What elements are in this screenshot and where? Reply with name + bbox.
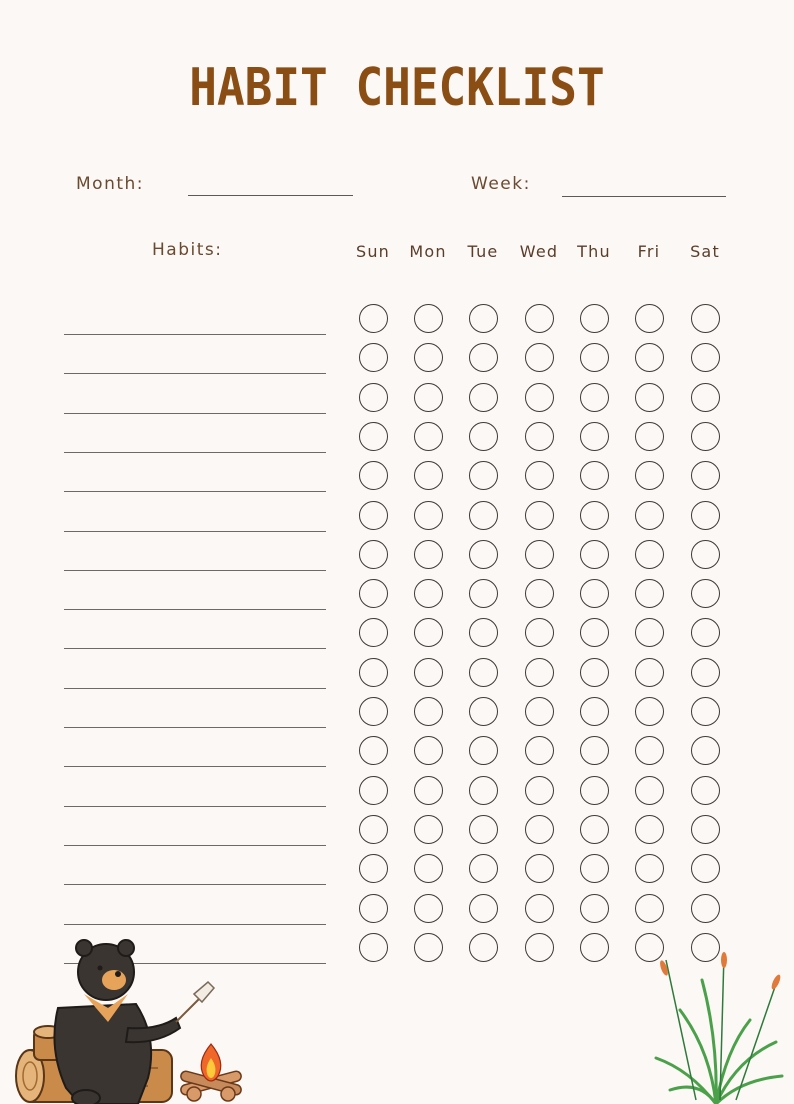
campfire-icon: [180, 1044, 242, 1101]
habit-line[interactable]: [64, 334, 326, 335]
check-circle-tue[interactable]: [469, 540, 498, 569]
check-circle-mon[interactable]: [414, 933, 443, 962]
habit-line[interactable]: [64, 570, 326, 571]
check-circle-fri[interactable]: [635, 540, 664, 569]
habit-line[interactable]: [64, 531, 326, 532]
marshmallow-stick-icon: [176, 982, 214, 1022]
habit-line[interactable]: [64, 648, 326, 649]
check-circle-mon[interactable]: [414, 540, 443, 569]
month-label: Month:: [76, 174, 145, 194]
check-circle-sat[interactable]: [691, 618, 720, 647]
check-circle-thu[interactable]: [580, 894, 609, 923]
check-circle-tue[interactable]: [469, 776, 498, 805]
check-circle-wed[interactable]: [525, 658, 554, 687]
check-circle-wed[interactable]: [525, 933, 554, 962]
check-circle-sat[interactable]: [691, 343, 720, 372]
check-circle-tue[interactable]: [469, 618, 498, 647]
check-circle-thu[interactable]: [580, 343, 609, 372]
habit-line[interactable]: [64, 924, 326, 925]
check-circle-tue[interactable]: [469, 383, 498, 412]
check-circle-thu[interactable]: [580, 540, 609, 569]
check-circle-mon[interactable]: [414, 343, 443, 372]
day-header-tue: Tue: [467, 242, 499, 261]
check-circle-wed[interactable]: [525, 618, 554, 647]
check-circle-tue[interactable]: [469, 815, 498, 844]
check-circle-sun[interactable]: [359, 540, 388, 569]
habit-line[interactable]: [64, 845, 326, 846]
check-circle-fri[interactable]: [635, 815, 664, 844]
habit-line[interactable]: [64, 727, 326, 728]
day-header-sun: Sun: [355, 242, 391, 261]
check-circle-mon[interactable]: [414, 854, 443, 883]
check-circle-thu[interactable]: [580, 383, 609, 412]
check-circle-mon[interactable]: [414, 776, 443, 805]
check-circle-thu[interactable]: [580, 422, 609, 451]
check-circle-fri[interactable]: [635, 854, 664, 883]
check-circle-mon[interactable]: [414, 736, 443, 765]
check-circle-sun[interactable]: [359, 343, 388, 372]
habit-line[interactable]: [64, 452, 326, 453]
check-circle-sun[interactable]: [359, 461, 388, 490]
check-circle-thu[interactable]: [580, 933, 609, 962]
check-circle-sun[interactable]: [359, 422, 388, 451]
check-circle-sat[interactable]: [691, 736, 720, 765]
week-label: Week:: [471, 174, 531, 194]
check-circle-fri[interactable]: [635, 422, 664, 451]
check-circle-wed[interactable]: [525, 776, 554, 805]
check-circle-sat[interactable]: [691, 461, 720, 490]
check-circle-mon[interactable]: [414, 383, 443, 412]
check-circle-thu[interactable]: [580, 776, 609, 805]
check-circle-thu[interactable]: [580, 579, 609, 608]
check-circle-mon[interactable]: [414, 658, 443, 687]
check-circle-thu[interactable]: [580, 854, 609, 883]
check-circle-sat[interactable]: [691, 422, 720, 451]
day-header-fri: Fri: [637, 242, 661, 261]
grass-illustration: [640, 950, 790, 1104]
day-header-sat: Sat: [690, 242, 720, 261]
check-circle-sat[interactable]: [691, 894, 720, 923]
check-circle-mon[interactable]: [414, 461, 443, 490]
check-circle-fri[interactable]: [635, 304, 664, 333]
check-circle-sat[interactable]: [691, 501, 720, 530]
check-circle-sat[interactable]: [691, 854, 720, 883]
check-circle-sun[interactable]: [359, 579, 388, 608]
check-circle-sun[interactable]: [359, 697, 388, 726]
check-circle-fri[interactable]: [635, 461, 664, 490]
check-circle-wed[interactable]: [525, 540, 554, 569]
check-circle-wed[interactable]: [525, 736, 554, 765]
check-circle-sun[interactable]: [359, 854, 388, 883]
month-field[interactable]: [188, 195, 353, 196]
check-circle-thu[interactable]: [580, 304, 609, 333]
check-circle-wed[interactable]: [525, 854, 554, 883]
check-circle-fri[interactable]: [635, 343, 664, 372]
check-circle-fri[interactable]: [635, 658, 664, 687]
check-circle-tue[interactable]: [469, 343, 498, 372]
check-circle-sun[interactable]: [359, 933, 388, 962]
check-circle-wed[interactable]: [525, 422, 554, 451]
check-circle-fri[interactable]: [635, 618, 664, 647]
check-circle-tue[interactable]: [469, 894, 498, 923]
check-circle-fri[interactable]: [635, 383, 664, 412]
check-circle-tue[interactable]: [469, 501, 498, 530]
check-circle-wed[interactable]: [525, 461, 554, 490]
check-circle-fri[interactable]: [635, 579, 664, 608]
check-circle-sun[interactable]: [359, 618, 388, 647]
check-circle-sat[interactable]: [691, 815, 720, 844]
check-circle-tue[interactable]: [469, 658, 498, 687]
check-circle-mon[interactable]: [414, 618, 443, 647]
bear-on-log-illustration: [8, 938, 248, 1104]
check-circle-thu[interactable]: [580, 736, 609, 765]
check-circle-fri[interactable]: [635, 697, 664, 726]
check-circle-tue[interactable]: [469, 854, 498, 883]
check-circle-wed[interactable]: [525, 343, 554, 372]
check-circle-tue[interactable]: [469, 422, 498, 451]
check-circle-sat[interactable]: [691, 658, 720, 687]
check-circle-tue[interactable]: [469, 304, 498, 333]
check-circle-sat[interactable]: [691, 540, 720, 569]
habit-line[interactable]: [64, 884, 326, 885]
page-title: HABIT CHECKLIST: [189, 56, 605, 118]
habits-heading: Habits:: [152, 240, 223, 260]
check-circle-sun[interactable]: [359, 894, 388, 923]
check-circle-wed[interactable]: [525, 894, 554, 923]
check-circle-tue[interactable]: [469, 697, 498, 726]
check-circle-thu[interactable]: [580, 815, 609, 844]
check-circle-sat[interactable]: [691, 697, 720, 726]
day-header-mon: Mon: [409, 242, 447, 261]
check-circle-tue[interactable]: [469, 461, 498, 490]
day-header-thu: Thu: [577, 242, 611, 261]
day-header-wed: Wed: [519, 242, 559, 261]
check-circle-tue[interactable]: [469, 736, 498, 765]
check-circle-fri[interactable]: [635, 501, 664, 530]
check-circle-thu[interactable]: [580, 461, 609, 490]
check-circle-fri[interactable]: [635, 736, 664, 765]
check-circle-sun[interactable]: [359, 383, 388, 412]
check-circle-mon[interactable]: [414, 422, 443, 451]
check-circle-mon[interactable]: [414, 815, 443, 844]
habit-line[interactable]: [64, 413, 326, 414]
check-circle-sun[interactable]: [359, 501, 388, 530]
week-field[interactable]: [562, 196, 726, 197]
check-circle-mon[interactable]: [414, 501, 443, 530]
check-circle-sat[interactable]: [691, 304, 720, 333]
check-circle-thu[interactable]: [580, 697, 609, 726]
check-circle-sun[interactable]: [359, 736, 388, 765]
check-circle-sun[interactable]: [359, 815, 388, 844]
check-circle-wed[interactable]: [525, 304, 554, 333]
check-circle-mon[interactable]: [414, 894, 443, 923]
check-circle-tue[interactable]: [469, 933, 498, 962]
check-circle-wed[interactable]: [525, 383, 554, 412]
check-circle-fri[interactable]: [635, 894, 664, 923]
check-circle-wed[interactable]: [525, 815, 554, 844]
check-circle-sat[interactable]: [691, 579, 720, 608]
habit-line[interactable]: [64, 491, 326, 492]
habit-line[interactable]: [64, 688, 326, 689]
check-circle-mon[interactable]: [414, 304, 443, 333]
check-circle-wed[interactable]: [525, 579, 554, 608]
check-circle-thu[interactable]: [580, 618, 609, 647]
check-circle-wed[interactable]: [525, 697, 554, 726]
check-circle-sat[interactable]: [691, 383, 720, 412]
habit-line[interactable]: [64, 609, 326, 610]
check-circle-sun[interactable]: [359, 776, 388, 805]
check-circle-fri[interactable]: [635, 776, 664, 805]
check-circle-tue[interactable]: [469, 579, 498, 608]
check-circle-thu[interactable]: [580, 501, 609, 530]
check-circle-sat[interactable]: [691, 776, 720, 805]
check-circle-mon[interactable]: [414, 579, 443, 608]
check-circle-sun[interactable]: [359, 304, 388, 333]
habit-line[interactable]: [64, 766, 326, 767]
check-circle-mon[interactable]: [414, 697, 443, 726]
check-circle-sun[interactable]: [359, 658, 388, 687]
habit-line[interactable]: [64, 806, 326, 807]
check-circle-wed[interactable]: [525, 501, 554, 530]
habit-line[interactable]: [64, 373, 326, 374]
check-circle-thu[interactable]: [580, 658, 609, 687]
